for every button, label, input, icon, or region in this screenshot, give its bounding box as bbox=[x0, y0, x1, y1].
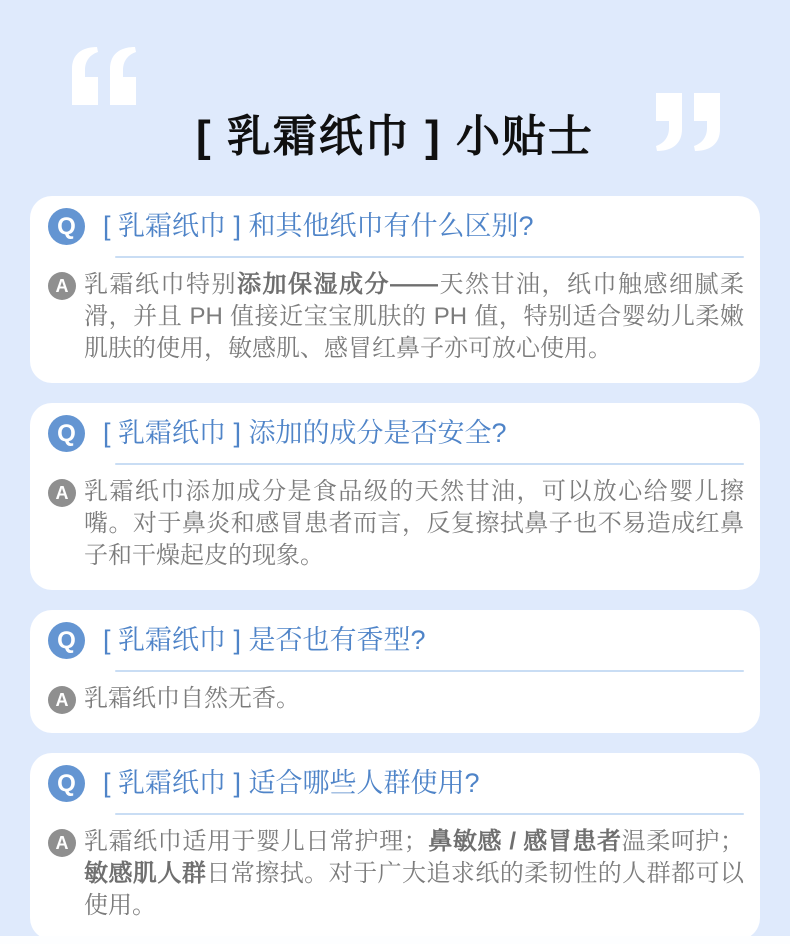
answer-segment: 乳霜纸巾特别 bbox=[84, 271, 237, 298]
question-text: [ 乳霜纸巾 ] 添加的成分是否安全? bbox=[103, 418, 507, 449]
question-row bbox=[48, 415, 744, 452]
question-divider bbox=[115, 670, 744, 672]
answer-segment: 日常擦拭。对于广大追求纸的柔韧性的人群都可以使用。 bbox=[84, 860, 745, 919]
answer-badge-icon: A bbox=[48, 272, 76, 300]
answer-badge-icon: A bbox=[48, 829, 76, 857]
answer-bold-segment: 添加保湿成分—— bbox=[237, 271, 438, 298]
answer-text bbox=[84, 826, 744, 922]
open-quote-icon bbox=[72, 46, 136, 106]
question-row bbox=[48, 765, 744, 802]
faq-card-safety bbox=[30, 403, 760, 590]
answer-badge-icon: A bbox=[48, 686, 76, 714]
answer-segment: 天然甘油，纸巾触感细腻柔滑，并且 PH 值接近宝宝肌肤的 PH 值，特别适合婴幼儿柔嫩肌肤的使用，敏感肌、感冒红鼻子亦可放心使用。 bbox=[84, 271, 744, 362]
answer-row bbox=[48, 476, 744, 572]
question-divider bbox=[115, 813, 744, 815]
answer-badge-icon: A bbox=[48, 479, 76, 507]
question-badge-icon: Q bbox=[48, 415, 85, 452]
answer-row bbox=[48, 683, 744, 715]
question-row bbox=[48, 622, 744, 659]
answer-text bbox=[84, 683, 300, 715]
answer-text bbox=[84, 476, 744, 572]
answer-segment: 温柔呵护； bbox=[621, 828, 745, 855]
next-section-edge bbox=[0, 936, 790, 944]
faq-card-audience bbox=[30, 753, 760, 940]
answer-text bbox=[84, 269, 744, 365]
answer-row bbox=[48, 826, 744, 922]
close-quote-icon bbox=[656, 92, 720, 152]
faq-card-difference bbox=[30, 196, 760, 383]
question-text: [ 乳霜纸巾 ] 是否也有香型? bbox=[103, 625, 426, 656]
answer-segment: 乳霜纸巾适用于婴儿日常护理； bbox=[84, 828, 428, 855]
answer-row bbox=[48, 269, 744, 365]
question-badge-icon: Q bbox=[48, 765, 85, 802]
answer-segment: 乳霜纸巾自然无香。 bbox=[84, 685, 300, 712]
question-badge-icon: Q bbox=[48, 208, 85, 245]
answer-bold-segment: 敏感肌人群 bbox=[84, 860, 207, 887]
faq-card-scent bbox=[30, 610, 760, 733]
question-row bbox=[48, 208, 744, 245]
page-title: [ 乳霜纸巾 ] 小贴士 bbox=[196, 112, 594, 162]
question-text: [ 乳霜纸巾 ] 适合哪些人群使用? bbox=[103, 768, 480, 799]
question-badge-icon: Q bbox=[48, 622, 85, 659]
answer-bold-segment: 鼻敏感 / 感冒患者 bbox=[427, 828, 622, 855]
page-header bbox=[0, 0, 790, 196]
question-text: [ 乳霜纸巾 ] 和其他纸巾有什么区别? bbox=[103, 211, 534, 242]
question-divider bbox=[115, 256, 744, 258]
answer-segment: 乳霜纸巾添加成分是食品级的天然甘油，可以放心给婴儿擦嘴。对于鼻炎和感冒患者而言，反复擦拭鼻子也不易造成红鼻子和干燥起皮的现象。 bbox=[84, 478, 744, 569]
question-divider bbox=[115, 463, 744, 465]
